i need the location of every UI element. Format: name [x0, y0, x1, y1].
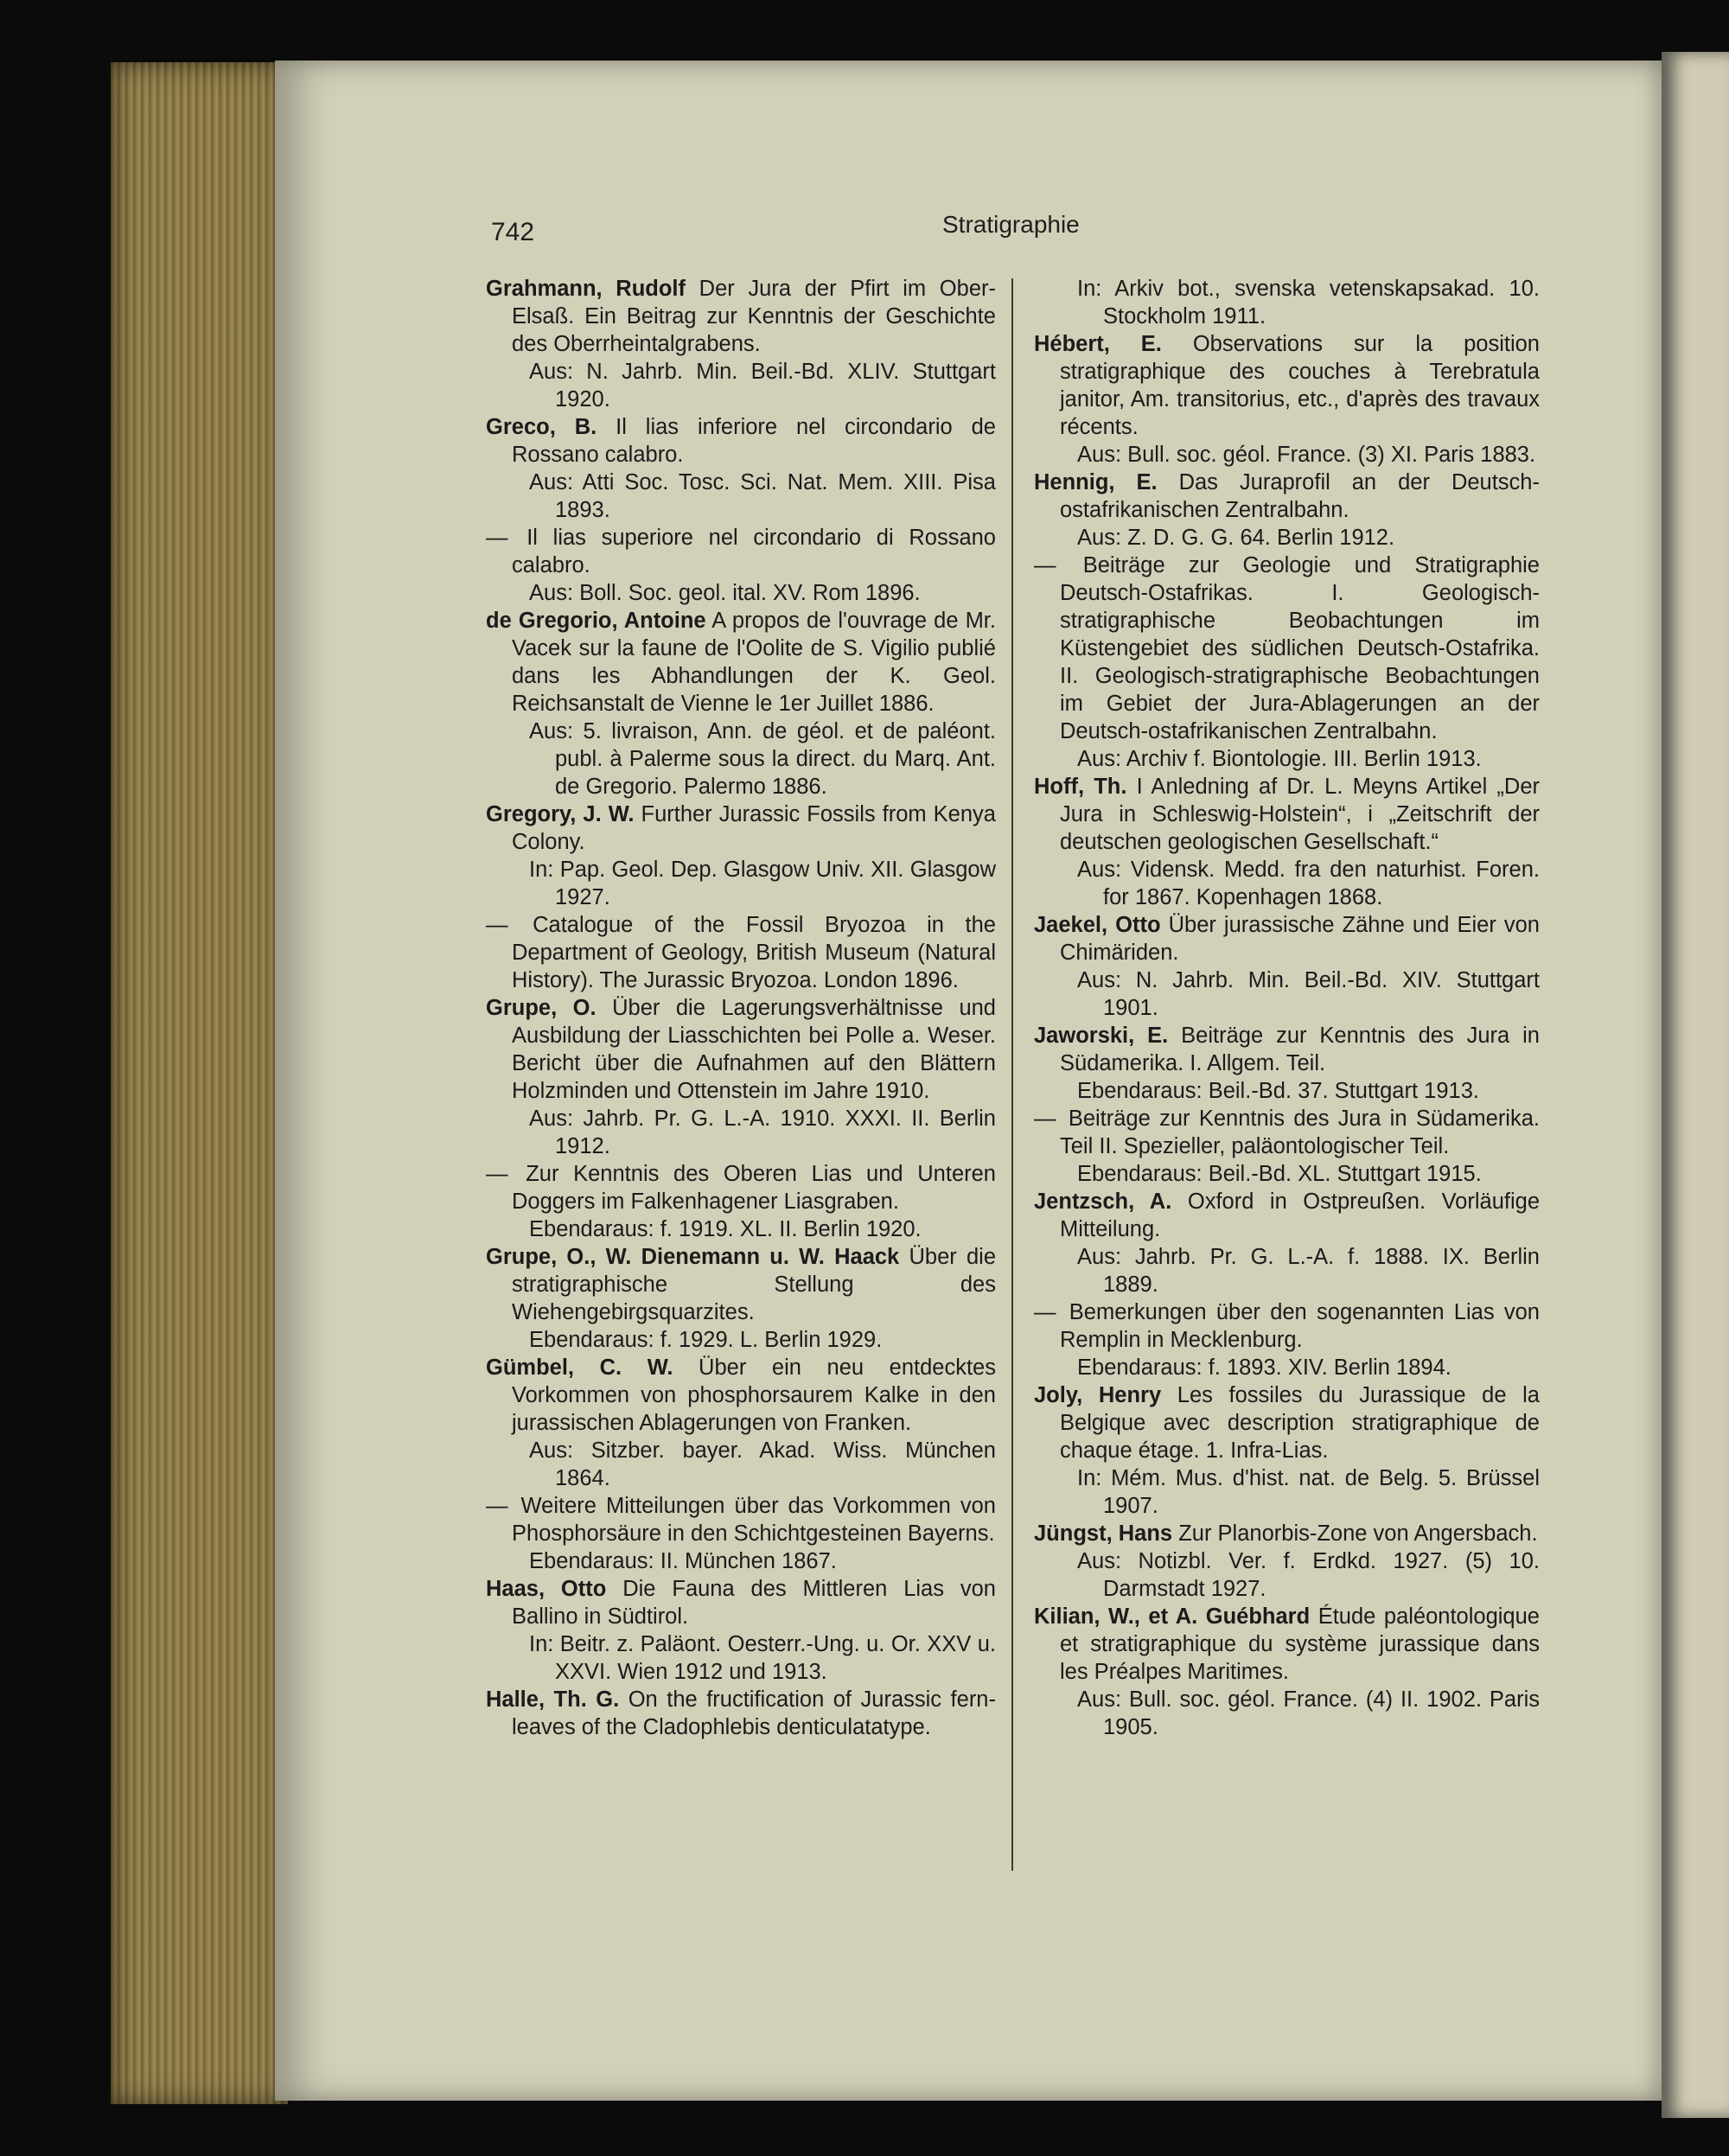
bibliography-entry [486, 911, 996, 994]
entry-source: Aus: 5. livraison, Ann. de géol. et de paléont. publ. à Palerme sous la direct. du Marq. Ant. de Gregorio. Palermo 1886. [529, 719, 996, 799]
entry-author: Joly, Henry [1034, 1383, 1162, 1407]
page-edges [111, 62, 288, 2104]
entry-source: Aus: Z. D. G. G. 64. Berlin 1912. [1077, 526, 1395, 550]
entry-title: Der Jura der Pfirt im Ober-Elsaß. Ein Beitrag zur Kenntnis der Geschichte des Oberrheintalgrabens. [512, 277, 996, 356]
entry-title: Zur Planorbis-Zone von Angersbach. [1178, 1521, 1538, 1546]
bibliography-entry [486, 801, 996, 911]
next-page-edge [1662, 52, 1729, 2118]
entry-title: On the fructification of Jurassic fern-leaves of the Cladophlebis denticulatatype. [512, 1687, 996, 1739]
entry-title: Il lias superiore nel circondario di Rossano calabro. [512, 526, 996, 577]
bibliography-entry [1034, 1381, 1540, 1520]
entry-source: Aus: Vidensk. Medd. fra den naturhist. Foren. for 1867. Kopenhagen 1868. [1077, 858, 1540, 909]
entry-author: Jentzsch, A. [1034, 1190, 1172, 1214]
entry-title: Il lias inferiore nel circondario de Rossano calabro. [512, 415, 996, 467]
ditto-dash: — [486, 1494, 508, 1518]
entry-author: Halle, Th. G. [486, 1687, 620, 1712]
entry-title: Beiträge zur Geologie und Stratigraphie Deutsch-Ostafrikas. I. Geologisch-stratigraphische Beobachtungen im Küstengebiet des südlichen Deutsch-Ostafrika. II. Geologisch-stratigraphische Beobachtungen im Gebiet der Jura-Ablagerungen an der Deutsch-ostafrikanischen Zentralbahn. [1060, 553, 1540, 743]
entry-title: Die Fauna des Mittleren Lias von Ballino in Südtirol. [512, 1577, 996, 1629]
ditto-dash: — [1034, 1300, 1056, 1324]
bibliography-entry [1034, 1603, 1540, 1741]
bibliography-entry [1034, 552, 1540, 773]
bibliography-entry [486, 994, 996, 1160]
page-number: 742 [491, 218, 535, 246]
bibliography-entry [1034, 469, 1540, 552]
entry-source: Aus: N. Jahrb. Min. Beil.-Bd. XLIV. Stuttgart 1920. [529, 360, 996, 411]
bibliography-entry [486, 1354, 996, 1492]
entry-source: Aus: Notizbl. Ver. f. Erdkd. 1927. (5) 10. Darmstadt 1927. [1077, 1549, 1540, 1601]
entry-title: Beiträge zur Kenntnis des Jura in Südamerika. Teil II. Spezieller, paläontologischer Teil. [1060, 1107, 1540, 1158]
entry-title: A propos de l'ouvrage de Mr. Vacek sur la faune de l'Oolite de S. Vigilio publié dans les Abhandlungen der K. Geol. Reichsanstalt de Vienne le 1er Juillet 1886. [512, 609, 996, 716]
entry-author: Hébert, E. [1034, 332, 1162, 356]
bibliography-entry [486, 1575, 996, 1686]
entry-source: Aus: N. Jahrb. Min. Beil.-Bd. XIV. Stuttgart 1901. [1077, 968, 1540, 1020]
entry-source: In: Beitr. z. Paläont. Oesterr.-Ung. u. Or. XXV u. XXVI. Wien 1912 und 1913. [529, 1632, 996, 1684]
entry-author: Haas, Otto [486, 1577, 607, 1601]
bibliography-entry [1034, 1022, 1540, 1105]
entry-author: Grupe, O. [486, 996, 597, 1020]
entry-author: Gümbel, C. W. [486, 1355, 673, 1380]
entry-title: Über ein neu entdecktes Vorkommen von phosphorsaurem Kalke in den jurassischen Ablagerungen von Franken. [512, 1355, 996, 1435]
entry-source: Aus: Boll. Soc. geol. ital. XV. Rom 1896. [529, 581, 921, 605]
entry-title: Bemerkungen über den sogenannten Lias von Remplin in Mecklenburg. [1060, 1300, 1540, 1352]
entry-author: Grupe, O., W. Dienemann u. W. Haack [486, 1245, 900, 1269]
entry-source: Aus: Jahrb. Pr. G. L.-A. 1910. XXXI. II. Berlin 1912. [529, 1107, 996, 1158]
entry-title: Das Juraprofil an der Deutsch-ostafrikanischen Zentralbahn. [1060, 470, 1540, 522]
bibliography-entry [486, 1492, 996, 1575]
entry-title: Les fossiles du Jurassique de la Belgique avec description stratigraphique de chaque étage. 1. Infra-Lias. [1060, 1383, 1540, 1463]
entry-source: Aus: Archiv f. Biontologie. III. Berlin 1913. [1077, 747, 1482, 771]
bibliography-entry [1034, 1520, 1540, 1603]
bibliography-entry [486, 1160, 996, 1243]
entry-source: Aus: Bull. soc. géol. France. (4) II. 1902. Paris 1905. [1077, 1687, 1540, 1739]
entry-source: In: Arkiv bot., svenska vetenskapsakad. 10. Stockholm 1911. [1077, 277, 1540, 329]
entry-author: Jaworski, E. [1034, 1024, 1169, 1048]
ditto-dash: — [1034, 553, 1056, 577]
entry-author: Hennig, E. [1034, 470, 1158, 494]
entry-author: Gregory, J. W. [486, 802, 635, 826]
bibliography-entry [486, 1686, 996, 1741]
entry-author: Kilian, W., et A. Guébhard [1034, 1604, 1311, 1629]
entry-source: Ebendaraus: f. 1893. XIV. Berlin 1894. [1077, 1355, 1451, 1380]
entry-source: Aus: Jahrb. Pr. G. L.-A. f. 1888. IX. Berlin 1889. [1077, 1245, 1540, 1297]
entry-source: Ebendaraus: Beil.-Bd. 37. Stuttgart 1913. [1077, 1079, 1479, 1103]
entry-title: Catalogue of the Fossil Bryozoa in the Department of Geology, British Museum (Natural History). The Jurassic Bryozoa. London 1896. [512, 913, 996, 992]
entry-source: Ebendaraus: II. München 1867. [529, 1549, 837, 1573]
entry-title: Über die stratigraphische Stellung des Wiehengebirgsquarzites. [512, 1245, 997, 1324]
bibliography-entry [1034, 275, 1540, 330]
entry-source: In: Mém. Mus. d'hist. nat. de Belg. 5. Brüssel 1907. [1077, 1466, 1540, 1518]
bibliography-entry [486, 413, 996, 524]
entry-source: Ebendaraus: Beil.-Bd. XL. Stuttgart 1915. [1077, 1162, 1482, 1186]
entry-source: Ebendaraus: f. 1929. L. Berlin 1929. [529, 1328, 883, 1352]
entry-title: Über die Lagerungsverhältnisse und Ausbildung der Liasschichten bei Polle a. Weser. Bericht über die Aufnahmen auf den Blättern Holzminden und Ottenstein im Jahre 1910. [512, 996, 996, 1103]
running-head: Stratigraphie [942, 211, 1080, 238]
entry-title: Oxford in Ostpreußen. Vorläufige Mitteilung. [1060, 1190, 1540, 1241]
entry-title: Zur Kenntnis des Oberen Lias und Unteren Doggers im Falkenhagener Liasgraben. [512, 1162, 996, 1214]
bibliography-entry [486, 1243, 996, 1354]
ditto-dash: — [486, 913, 508, 937]
bibliography-entry [1034, 773, 1540, 911]
bibliography-entry [1034, 1188, 1540, 1298]
bibliography-entry [1034, 1298, 1540, 1381]
entry-title: Observations sur la position stratigraphique des couches à Terebratula janitor, Am. transitorius, etc., d'après des travaux récents. [1060, 332, 1540, 439]
bibliography-entry [486, 607, 996, 801]
bibliography-entry [486, 524, 996, 607]
ditto-dash: — [1034, 1107, 1056, 1131]
entry-source: In: Pap. Geol. Dep. Glasgow Univ. XII. Glasgow 1927. [529, 858, 996, 909]
entry-author: Hoff, Th. [1034, 775, 1127, 799]
entry-source: Aus: Atti Soc. Tosc. Sci. Nat. Mem. XIII. Pisa 1893. [529, 470, 996, 522]
entry-author: Jaekel, Otto [1034, 913, 1161, 937]
column-divider [1011, 278, 1013, 1871]
entry-title: Étude paléontologique et stratigraphique du système jurassique dans les Préalpes Maritimes. [1060, 1604, 1540, 1684]
left-column [486, 275, 996, 1741]
entry-title: Über jurassische Zähne und Eier von Chimäriden. [1060, 913, 1540, 965]
entry-source: Aus: Bull. soc. géol. France. (3) XI. Paris 1883. [1077, 443, 1536, 467]
bibliography-entry [486, 275, 996, 413]
entry-author: Greco, B. [486, 415, 597, 439]
right-column [1034, 275, 1540, 1741]
entry-title: Further Jurassic Fossils from Kenya Colony. [512, 802, 996, 854]
entry-source: Aus: Sitzber. bayer. Akad. Wiss. München 1864. [529, 1438, 996, 1490]
entry-author: Grahmann, Rudolf [486, 277, 686, 301]
entry-source: Ebendaraus: f. 1919. XL. II. Berlin 1920. [529, 1217, 922, 1241]
entry-author: Jüngst, Hans [1034, 1521, 1173, 1546]
entry-author: de Gregorio, Antoine [486, 609, 706, 633]
entry-title: Weitere Mitteilungen über das Vorkommen von Phosphorsäure in den Schichtgesteinen Bayerns. [512, 1494, 996, 1546]
bibliography-entry [1034, 1105, 1540, 1188]
entry-title: Beiträge zur Kenntnis des Jura in Südamerika. I. Allgem. Teil. [1060, 1024, 1540, 1075]
bibliography-entry [1034, 330, 1540, 469]
ditto-dash: — [486, 1162, 508, 1186]
ditto-dash: — [486, 526, 508, 550]
bibliography-entry [1034, 911, 1540, 1022]
entry-title: I Anledning af Dr. L. Meyns Artikel „Der Jura in Schleswig-Holstein“, i „Zeitschrift der deutschen geologischen Gesellschaft.“ [1060, 775, 1540, 854]
